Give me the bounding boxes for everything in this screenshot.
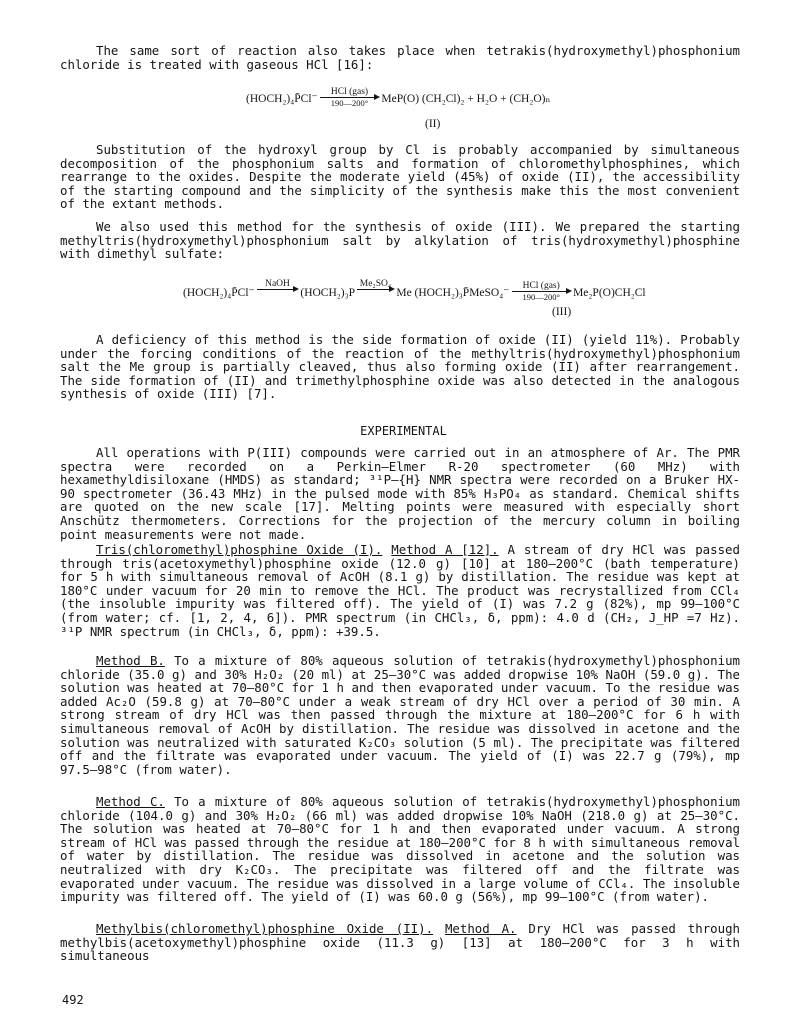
equation-2-label: (III) [552, 306, 572, 318]
compound-ii-title: Methylbis(chloromethyl)phosphine Oxide (II). [96, 921, 434, 936]
paragraph-general: All operations with P(III) compounds were carried out in an atmosphere of Ar. The PMR spectra were recorded on a Perkin–Elmer R-20 spectrometer (60 MHz) with hexamethyldisiloxane (HMDS) as standard; ³¹P–{H} NMR spectra were recorded on a Bruker HX-90 spectrometer (36.43 MHz) in the pulsed mode with 85% H₃PO₄ as standard. Chemical shifts are quoted on the new scale [17]. Melting points were measured with especially short Anschütz thermometers. Corrections for the projection of the mercury column in boiling point measurements were not made. [60, 445, 740, 542]
paragraph-compound-i-method-a: Tris(chloromethyl)phosphine Oxide (I). Method A [12]. A stream of dry HCl was passed through tris(acetoxymethyl)phosphine oxide (12.0 g) [10] at 180–200°C (bath temperature) for 5 h with simultaneous removal of AcOH (8.1 g) by distillation. The residue was kept at 180°C under vacuum for 20 min to remove the HCl. The product was recrystallized from CCl₄ (the insoluble impurity was filtered off). The yield of (I) was 7.2 g (82%), mp 99–100°C (from water; cf. [1, 2, 4, 6]). PMR spectrum (in CHCl₃, δ, ppm): 4.0 d (CH₂, J_HP =7 Hz). ³¹P NMR spectrum (in CHCl₃, δ, ppm): +39.5. [60, 542, 740, 639]
equation-1 [246, 89, 550, 110]
paragraph-method-c: Method C. To a mixture of 80% aqueous solution of tetrakis(hydroxymethyl)phosphonium chloride (104.0 g) and 30% H₂O₂ (66 ml) was added dropwise 10% NaOH (218.0 g) at 25–30°C. The solution was heated at 70–80°C for 1 h and then evaporated under vacuum. A strong stream of HCl was passed through the residue at 180–200°C for 8 h with simultaneous removal of water by distillation. The residue was dissolved in acetone and the solution was neutralized with dry K₂CO₃. The precipitate was filtered off and the filtrate was evaporated under vacuum. The residue was dissolved in a large volume of CCl₄. The insoluble impurity was filtered off. The yield of (I) was 60.0 g (56%), mp 99–100°C (from water). [60, 794, 740, 905]
equation-2 [183, 279, 646, 304]
method-a-label: Method A [12]. [391, 542, 499, 557]
eq1-products: MeP(O) (CH₂Cl)₂ + H₂O + (CH₂O)ₙ [381, 93, 551, 106]
eq2-arrow-3: HCl (gas) 190—200° [512, 281, 570, 302]
eq2-arrow-1: NaOH [257, 279, 297, 300]
paragraph-method-b: Method B. To a mixture of 80% aqueous solution of tetrakis(hydroxymethyl)phosphonium chloride (35.0 g) and 30% H₂O₂ (20 ml) at 25–30°C was added dropwise 10% NaOH (59.0 g). The solution was heated at 70–80°C for 1 h and then evaporated under vacuum. To the residue was added Ac₂O (59.8 g) at 70–80°C under a weak stream of dry HCl over a period of 30 min. A strong stream of dry HCl was then passed through the mixture at 180–200°C for 6 h with simultaneous removal of AcOH by distillation. The residue was dissolved in acetone and the solution was neutralized with saturated K₂CO₃ solution (5 ml). The precipitate was filtered off and the filtrate was evaporated under vacuum. The yield of (I) was 22.7 g (79%), mp 97.5–98°C (from water). [60, 653, 740, 777]
eq1-reactant: (HOCH₂)₄P̄Cl⁻ [246, 93, 318, 106]
section-title-experimental: EXPERIMENTAL [360, 424, 447, 438]
page-number: 492 [62, 993, 84, 1007]
eq2-phosphine: (HOCH₂)₃P [300, 287, 355, 300]
paragraph-compound-ii: Methylbis(chloromethyl)phosphine Oxide (II). Method A. Dry HCl was passed through methylbis(acetoxymethyl)phosphine oxide (11.3 g) [13] at 180–200°C for 3 h with simultaneous [60, 921, 740, 964]
eq2-salt: Me (HOCH₂)₃P̄MeSO₄⁻ [396, 287, 510, 300]
eq2-product: Me₂P(O)CH₂Cl [573, 287, 646, 300]
paragraph-substitution: Substitution of the hydroxyl group by Cl is probably accompanied by simultaneous decomposition of the phosphonium salts and formation of chloromethylphosphines, which rearrange to the oxides. Despite the moderate yield (45%) of oxide (II), the accessibility of the starting compound and the simplicity of the synthesis make this the most convenient of the extant methods. [60, 142, 740, 212]
equation-1-label: (II) [425, 118, 441, 130]
paragraph-oxide-iii: We also used this method for the synthesis of oxide (III). We prepared the starting methyltris(hydroxymethyl)phosphonium salt by alkylation of tris(hydroxymethyl)phosphine with dimethyl sulfate: [60, 219, 740, 262]
eq1-arrow-top: HCl (gas) [330, 87, 369, 97]
method-c-label: Method C. [96, 794, 165, 809]
eq1-arrow-bottom: 190—200° [330, 98, 369, 108]
eq2-reactant: (HOCH₂)₄P̄Cl⁻ [183, 287, 255, 300]
eq2-arrow-2: Me₂SO₄ [357, 279, 393, 300]
compound-i-title: Tris(chloromethyl)phosphine Oxide (I). [96, 542, 383, 557]
paragraph-deficiency: A deficiency of this method is the side formation of oxide (II) (yield 11%). Probably under the forcing conditions of the reaction of the methyltris(hydroxymethyl)phosphonium salt the Me group is partially cleaved, thus also forming oxide (II) after rearrangement. The side formation of (II) and trimethylphosphine oxide was also detected in the analogous synthesis of oxide (III) [7]. [60, 332, 740, 402]
eq1-arrow [320, 87, 378, 108]
method-a-label-ii: Method A. [444, 921, 517, 936]
method-b-label: Method B. [96, 653, 165, 668]
paragraph-intro: The same sort of reaction also takes place when tetrakis(hydroxymethyl)phosphonium chloride is treated with gaseous HCl [16]: [60, 43, 740, 72]
